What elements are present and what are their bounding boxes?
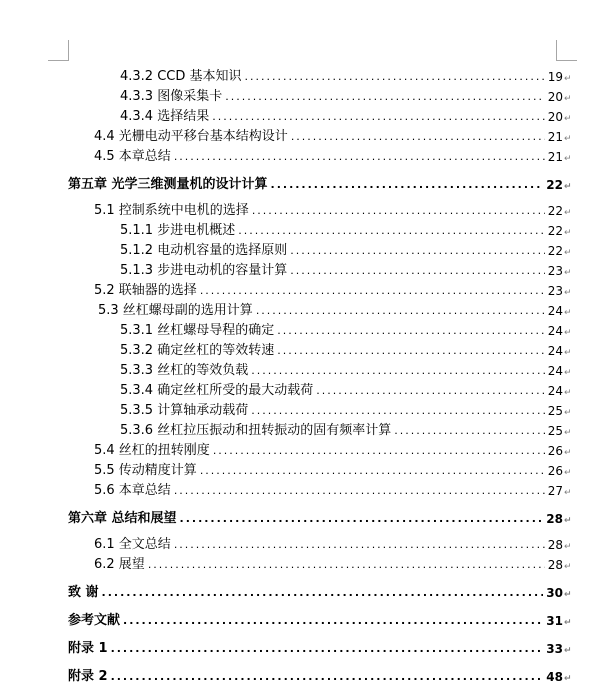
toc-entry[interactable] bbox=[68, 198, 574, 218]
toc-leader-dots bbox=[180, 512, 544, 526]
toc-entry-page: 24 bbox=[547, 384, 563, 398]
toc-entry-title: 4.4 光栅电动平移台基本结构设计 bbox=[94, 129, 288, 144]
paragraph-mark-icon: ↵ bbox=[564, 248, 572, 258]
toc-entry-page: 22 bbox=[547, 244, 563, 258]
toc-entry-page: 23 bbox=[547, 284, 563, 298]
toc-entry-title: 5.6 本章总结 bbox=[94, 483, 171, 498]
toc-leader-dots bbox=[200, 464, 545, 478]
paragraph-mark-icon: ↵ bbox=[564, 674, 572, 684]
toc-entry-title: 6.2 展望 bbox=[94, 557, 145, 572]
paragraph-mark-icon: ↵ bbox=[564, 328, 572, 338]
toc-entry-title: 5.3.3 丝杠的等效负载 bbox=[120, 363, 249, 378]
toc-entry-page: 24 bbox=[547, 364, 563, 378]
paragraph-mark-icon: ↵ bbox=[564, 268, 572, 278]
toc-entry-page: 28 bbox=[547, 558, 563, 572]
toc-entry[interactable] bbox=[68, 458, 574, 478]
toc-entry-page: 24 bbox=[547, 344, 563, 358]
toc-entry-page: 20 bbox=[547, 90, 563, 104]
toc-entry[interactable] bbox=[68, 124, 574, 144]
toc-leader-dots bbox=[251, 404, 545, 418]
toc-entry-page: 21 bbox=[547, 150, 563, 164]
paragraph-mark-icon: ↵ bbox=[564, 94, 572, 104]
toc-entry-page: 25 bbox=[547, 404, 563, 418]
toc-entry-page: 28 bbox=[546, 512, 563, 526]
toc-entry[interactable] bbox=[68, 338, 574, 358]
toc-leader-dots bbox=[174, 484, 545, 498]
paragraph-mark-icon: ↵ bbox=[564, 468, 572, 478]
toc-entry[interactable] bbox=[68, 418, 574, 438]
toc-entry-page: 31 bbox=[546, 614, 563, 628]
paragraph-mark-icon: ↵ bbox=[564, 228, 572, 238]
paragraph-mark-icon: ↵ bbox=[564, 114, 572, 124]
toc-entry-page: 22 bbox=[547, 204, 563, 218]
paragraph-mark-icon: ↵ bbox=[564, 618, 572, 628]
paragraph-mark-icon: ↵ bbox=[564, 182, 572, 192]
toc-entry[interactable] bbox=[68, 532, 574, 552]
toc-entry-page: 48 bbox=[546, 670, 563, 684]
toc-entry-title: 附录 2 bbox=[68, 669, 108, 684]
toc-leader-dots bbox=[256, 304, 545, 318]
toc-leader-dots bbox=[271, 178, 544, 192]
toc-entry-page: 26 bbox=[547, 444, 563, 458]
toc-entry[interactable] bbox=[68, 438, 574, 458]
paragraph-mark-icon: ↵ bbox=[564, 308, 572, 318]
toc-entry-page: 26 bbox=[547, 464, 563, 478]
toc-entry[interactable] bbox=[68, 634, 574, 656]
toc-entry[interactable] bbox=[68, 104, 574, 124]
crop-mark-top-left bbox=[48, 40, 69, 61]
toc-leader-dots bbox=[102, 586, 544, 600]
toc-entry-title: 5.2 联轴器的选择 bbox=[94, 283, 197, 298]
crop-mark-top-right bbox=[556, 40, 577, 61]
toc-entry-title: 4.3.2 CCD 基本知识 bbox=[120, 69, 242, 84]
toc-entry-title: 5.3.6 丝杠拉压振动和扭转振动的固有频率计算 bbox=[120, 423, 392, 438]
toc-entry-page: 22 bbox=[547, 224, 563, 238]
paragraph-mark-icon: ↵ bbox=[564, 288, 572, 298]
toc-entry-title: 5.1.2 电动机容量的选择原则 bbox=[120, 243, 288, 258]
toc-leader-dots bbox=[238, 224, 545, 238]
toc-entry-page: 21 bbox=[547, 130, 563, 144]
toc-leader-dots bbox=[252, 204, 545, 218]
toc-entry[interactable] bbox=[68, 552, 574, 572]
toc-entry[interactable] bbox=[68, 662, 574, 684]
paragraph-mark-icon: ↵ bbox=[564, 408, 572, 418]
toc-entry-title: 6.1 全文总结 bbox=[94, 537, 171, 552]
toc-entry[interactable] bbox=[68, 504, 574, 526]
paragraph-mark-icon: ↵ bbox=[564, 428, 572, 438]
paragraph-mark-icon: ↵ bbox=[564, 562, 572, 572]
toc-leader-dots bbox=[123, 614, 543, 628]
toc-entry[interactable] bbox=[68, 578, 574, 600]
paragraph-mark-icon: ↵ bbox=[564, 134, 572, 144]
toc-entry-title: 第六章 总结和展望 bbox=[68, 511, 177, 526]
toc-entry-page: 30 bbox=[546, 586, 563, 600]
toc-entry-page: 24 bbox=[547, 304, 563, 318]
toc-entry[interactable] bbox=[68, 278, 574, 298]
toc-entry-page: 28 bbox=[547, 538, 563, 552]
toc-leader-dots bbox=[290, 244, 545, 258]
toc-leader-dots bbox=[174, 538, 545, 552]
table-of-contents bbox=[68, 64, 574, 690]
toc-leader-dots bbox=[111, 642, 544, 656]
toc-entry-page: 33 bbox=[546, 642, 563, 656]
toc-entry-page: 23 bbox=[547, 264, 563, 278]
paragraph-mark-icon: ↵ bbox=[564, 154, 572, 164]
paragraph-mark-icon: ↵ bbox=[564, 542, 572, 552]
paragraph-mark-icon: ↵ bbox=[564, 208, 572, 218]
toc-entry[interactable] bbox=[68, 318, 574, 338]
toc-entry-title: 附录 1 bbox=[68, 641, 108, 656]
toc-leader-dots bbox=[316, 384, 545, 398]
paragraph-mark-icon: ↵ bbox=[564, 368, 572, 378]
toc-entry-title: 5.1 控制系统中电机的选择 bbox=[94, 203, 249, 218]
toc-entry-title: 5.1.1 步进电机概述 bbox=[120, 223, 236, 238]
toc-leader-dots bbox=[277, 324, 545, 338]
toc-entry[interactable] bbox=[68, 258, 574, 278]
toc-leader-dots bbox=[277, 344, 545, 358]
toc-entry-page: 22 bbox=[546, 178, 563, 192]
paragraph-mark-icon: ↵ bbox=[564, 488, 572, 498]
toc-entry[interactable] bbox=[68, 238, 574, 258]
toc-entry-title: 4.3.4 选择结果 bbox=[120, 109, 210, 124]
toc-entry[interactable] bbox=[68, 144, 574, 164]
toc-entry-page: 25 bbox=[547, 424, 563, 438]
toc-leader-dots bbox=[212, 110, 545, 124]
toc-entry-page: 27 bbox=[547, 484, 563, 498]
toc-leader-dots bbox=[213, 444, 545, 458]
toc-leader-dots bbox=[251, 364, 545, 378]
toc-entry[interactable] bbox=[68, 606, 574, 628]
toc-entry[interactable] bbox=[68, 398, 574, 418]
toc-entry[interactable] bbox=[68, 84, 574, 104]
toc-leader-dots bbox=[291, 130, 545, 144]
toc-entry-title: 4.3.3 图像采集卡 bbox=[120, 89, 223, 104]
toc-entry[interactable] bbox=[68, 218, 574, 238]
toc-entry[interactable] bbox=[68, 64, 574, 84]
toc-entry-page: 24 bbox=[547, 324, 563, 338]
toc-entry-title: 5.5 传动精度计算 bbox=[94, 463, 197, 478]
toc-entry-title: 5.3 丝杠螺母副的选用计算 bbox=[98, 303, 253, 318]
toc-leader-dots bbox=[200, 284, 545, 298]
toc-entry-title: 5.3.2 确定丝杠的等效转速 bbox=[120, 343, 275, 358]
toc-leader-dots bbox=[394, 424, 545, 438]
paragraph-mark-icon: ↵ bbox=[564, 74, 572, 84]
toc-leader-dots bbox=[111, 670, 544, 684]
toc-entry-title: 5.3.1 丝杠螺母导程的确定 bbox=[120, 323, 275, 338]
toc-entry[interactable] bbox=[68, 170, 574, 192]
toc-entry-title: 4.5 本章总结 bbox=[94, 149, 171, 164]
paragraph-mark-icon: ↵ bbox=[564, 448, 572, 458]
toc-entry-title: 参考文献 bbox=[68, 613, 121, 628]
toc-entry-title: 第五章 光学三维测量机的设计计算 bbox=[68, 177, 268, 192]
toc-entry-title: 5.3.5 计算轴承动载荷 bbox=[120, 403, 249, 418]
toc-entry-page: 19 bbox=[547, 70, 563, 84]
toc-entry[interactable] bbox=[68, 358, 574, 378]
paragraph-mark-icon: ↵ bbox=[564, 590, 572, 600]
toc-leader-dots bbox=[148, 558, 545, 572]
toc-leader-dots bbox=[245, 70, 545, 84]
paragraph-mark-icon: ↵ bbox=[564, 388, 572, 398]
toc-entry[interactable] bbox=[68, 298, 574, 318]
toc-leader-dots bbox=[290, 264, 545, 278]
toc-entry[interactable] bbox=[68, 378, 574, 398]
toc-entry-title: 致 谢 bbox=[68, 585, 99, 600]
toc-entry-page: 20 bbox=[547, 110, 563, 124]
toc-leader-dots bbox=[225, 90, 545, 104]
paragraph-mark-icon: ↵ bbox=[564, 516, 572, 526]
paragraph-mark-icon: ↵ bbox=[564, 646, 572, 656]
toc-entry[interactable] bbox=[68, 478, 574, 498]
toc-entry-title: 5.3.4 确定丝杠所受的最大动载荷 bbox=[120, 383, 314, 398]
toc-entry-title: 5.1.3 步进电动机的容量计算 bbox=[120, 263, 288, 278]
toc-entry-title: 5.4 丝杠的扭转刚度 bbox=[94, 443, 210, 458]
paragraph-mark-icon: ↵ bbox=[564, 348, 572, 358]
toc-leader-dots bbox=[174, 150, 545, 164]
